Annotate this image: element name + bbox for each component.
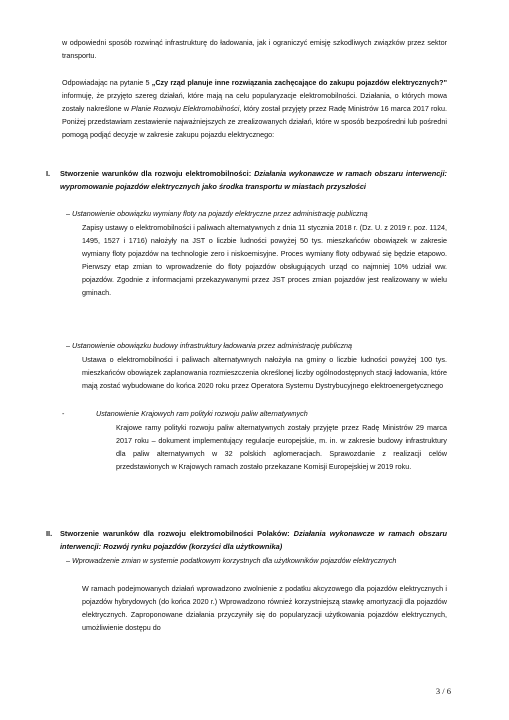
paragraph-intro — [62, 76, 447, 141]
section-heading-text — [60, 167, 447, 193]
intro-text-3: , który został przyjęty przez Radę Ministrów 16 marca 2017 roku. Poniżej przedstawiam zestawienie najważniejszych ze zrealizowanych działań, które w sposób bezpośredni lub pośredni pomogą podjąć decyzje w zakresie zakupu pojazdu elektrycznego: — [62, 104, 447, 139]
intro-text-1: Odpowiadając na pytanie 5 — [62, 78, 152, 87]
section-italic: Działania wykonawcze w ramach obszaru interwencji: wypromowanie pojazdów elektrycznych jako środka transportu w miastach przyszłości — [60, 169, 447, 191]
intro-text-2: informuję, że przyjęto szereg działań, które mają na celu popularyzacje elektromobilności. Działania, o których mowa zostały nakreślone w — [62, 91, 447, 113]
section-heading-text — [60, 527, 447, 553]
subheading-krajowe: Ustanowienie Krajowych ram polityki rozwoju paliw alternatywnych — [96, 409, 308, 418]
paragraph-top: w odpowiedni sposób rozwinąć infrastrukturę do ładowania, jak i ograniczyć emisję szkodliwych związków przez sektor transportu. — [62, 38, 447, 60]
section-lead: Stworzenie warunków dla rozwoju elektromobilności Polaków: — [60, 529, 294, 538]
dash: – — [66, 209, 72, 218]
subheading-title: Ustanowienie obowiązku wymiany floty na pojazdy elektryczne przez administrację publiczną — [72, 209, 368, 218]
dash-krajowe: - — [62, 409, 65, 418]
intro-plan-italic: Planie Rozwoju Elektromobilności — [131, 104, 240, 113]
subheading-fleet — [66, 207, 447, 220]
section-italic: Działania wykonawcze w ramach obszaru interwencji: Rozwój rynku pojazdów (korzyści dla użytkownika) — [60, 529, 447, 551]
dash: – — [66, 556, 72, 565]
body-krajowe: Krajowe ramy polityki rozwoju paliw alternatywnych zostały przyjęte przez Radę Ministrów 29 marca 2017 roku – dokument implementujący regulacje europejskie, m. in. w zakresie budowy infrastruktury dla paliw alternatywnych w 32 polskich aglomeracjach. Sprawozdanie z realizacji celów przedstawionych w Krajowych ramach zostało przekazane Komisji Europejskiej w 2019 roku. — [116, 423, 447, 471]
body-tax: W ramach podejmowanych działań wprowadzono zwolnienie z podatku akcyzowego dla pojazdów elektrycznych i pojazdów hybrydowych (do końca 2020 r.) Wprowadzono również korzystniejszą stawkę amortyzacji dla pojazdów elektrycznych. Zaproponowane działania przyczyniły się do popularyzacji użytkowania pojazdów elektrycznych, umożliwienie dostępu do — [82, 584, 447, 632]
dash: – — [66, 341, 72, 350]
body-infrastructure: Ustawa o elektromobilności i paliwach alternatywnych nałożyła na gminy o liczbie ludności powyżej 100 tys. mieszkańców obowiązek zaplanowania rozmieszczenia określonej liczby ogólnodostępnych stacji ładowania, które mają zostać wybudowane do końca 2020 roku przez Operatora Systemu Dystrybucyjnego elektroenergetycznego — [82, 355, 447, 390]
section-number: II. — [46, 529, 53, 538]
section-heading-2 — [46, 527, 447, 553]
intro-question-bold: „Czy rząd planuje inne rozwiązania zachęcające do zakupu pojazdów elektrycznych?" — [151, 78, 447, 87]
section-heading-1 — [46, 167, 447, 193]
subheading-title: Ustanowienie obowiązku budowy infrastruktury ładowania przez administrację publiczną — [72, 341, 353, 350]
subheading-tax — [66, 554, 447, 567]
body-fleet: Zapisy ustawy o elektromobilności i paliwach alternatywnych z dnia 11 stycznia 2018 r. (Dz. U. z 2019 r. poz. 1124, 1495, 1527 i 1716) nałożyły na JST o liczbie ludności powyżej 50 tys. mieszkańców obowiązek w zakresie wymiany floty pojazdów na technologie zero i niskoemisyjne. Proces wymiany floty odbywać się będzie etapowo. Pierwszy etap zmian to wprowadzenie do floty pojazdów obsługujących urząd co najmniej 10% udział ww. pojazdów. Zgodnie z informacjami przekazywanymi przez JST proces zmian pojazdów jest realizowany w wielu gminach. — [82, 223, 447, 297]
section-number: I. — [46, 169, 51, 178]
page-number: 3 / 6 — [435, 686, 451, 696]
section-lead: Stworzenie warunków dla rozwoju elektromobilności: — [60, 169, 255, 178]
subheading-infrastructure — [66, 339, 447, 352]
subheading-title: Wprowadzenie zmian w systemie podatkowym korzystnych dla użytkowników pojazdów elektrycznych — [72, 556, 397, 565]
